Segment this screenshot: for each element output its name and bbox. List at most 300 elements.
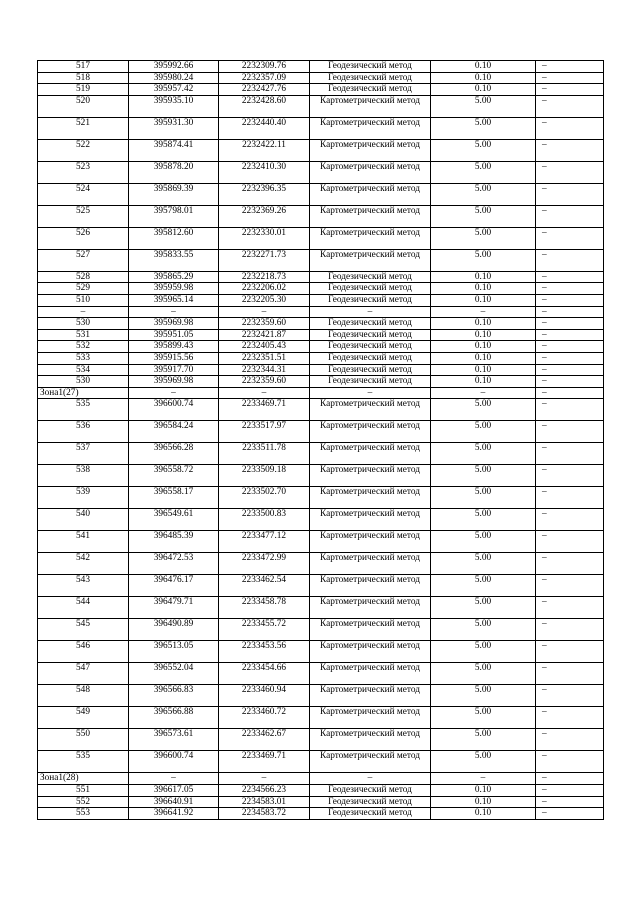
accuracy-cell: 0.10: [431, 364, 536, 376]
x-coordinate-cell: 395931.30: [129, 117, 219, 139]
note-cell: –: [536, 183, 604, 205]
table-row: [38, 61, 604, 73]
point-number-cell: 524: [38, 183, 129, 205]
coordinates-table: [37, 60, 604, 820]
table-row: [38, 465, 604, 487]
point-number-cell: 541: [38, 531, 129, 553]
x-coordinate-cell: 395965.14: [129, 294, 219, 306]
x-coordinate-cell: 395980.24: [129, 72, 219, 84]
y-coordinate-cell: 2234583.01: [219, 796, 310, 808]
note-cell: –: [536, 399, 604, 421]
point-number-cell: 521: [38, 117, 129, 139]
y-coordinate-cell: 2232351.51: [219, 352, 310, 364]
zone-header-row: [38, 773, 604, 785]
x-coordinate-cell: 395917.70: [129, 364, 219, 376]
point-number-cell: 552: [38, 796, 129, 808]
note-cell: –: [536, 685, 604, 707]
x-coordinate-cell: 396490.89: [129, 619, 219, 641]
method-cell: Геодезический метод: [310, 364, 431, 376]
table-row: [38, 443, 604, 465]
accuracy-cell: 5.00: [431, 597, 536, 619]
y-coordinate-cell: 2233472.99: [219, 553, 310, 575]
x-coordinate-cell: 395798.01: [129, 205, 219, 227]
y-coordinate-cell: 2232206.02: [219, 283, 310, 295]
point-number-cell: 532: [38, 341, 129, 353]
y-coordinate-cell: 2233462.67: [219, 729, 310, 751]
x-coordinate-cell: 395959.98: [129, 283, 219, 295]
note-cell: –: [536, 421, 604, 443]
note-cell: –: [536, 773, 604, 785]
x-coordinate-cell: 396617.05: [129, 784, 219, 796]
accuracy-cell: 5.00: [431, 117, 536, 139]
note-cell: –: [536, 808, 604, 820]
point-number-cell: 535: [38, 399, 129, 421]
table-row: [38, 183, 604, 205]
y-coordinate-cell: 2233453.56: [219, 641, 310, 663]
method-cell: Картометрический метод: [310, 575, 431, 597]
x-coordinate-cell: 395874.41: [129, 139, 219, 161]
method-cell: Геодезический метод: [310, 61, 431, 73]
accuracy-cell: 5.00: [431, 161, 536, 183]
accuracy-cell: 0.10: [431, 352, 536, 364]
accuracy-cell: 5.00: [431, 465, 536, 487]
table-row: [38, 796, 604, 808]
y-coordinate-cell: 2234583.72: [219, 808, 310, 820]
y-coordinate-cell: 2232218.73: [219, 271, 310, 283]
method-cell: Картометрический метод: [310, 597, 431, 619]
accuracy-cell: 5.00: [431, 95, 536, 117]
y-coordinate-cell: 2233460.94: [219, 685, 310, 707]
accuracy-cell: –: [431, 773, 536, 785]
note-cell: –: [536, 341, 604, 353]
table-row: [38, 271, 604, 283]
table-row: [38, 553, 604, 575]
table-row: [38, 249, 604, 271]
point-number-cell: 546: [38, 641, 129, 663]
method-cell: Картометрический метод: [310, 205, 431, 227]
note-cell: –: [536, 387, 604, 399]
point-number-cell: 529: [38, 283, 129, 295]
table-row: [38, 294, 604, 306]
method-cell: Геодезический метод: [310, 808, 431, 820]
note-cell: –: [536, 531, 604, 553]
method-cell: Картометрический метод: [310, 183, 431, 205]
point-number-cell: 540: [38, 509, 129, 531]
y-coordinate-cell: 2232309.76: [219, 61, 310, 73]
point-number-cell: 528: [38, 271, 129, 283]
point-number-cell: 510: [38, 294, 129, 306]
point-number-cell: 548: [38, 685, 129, 707]
point-number-cell: 523: [38, 161, 129, 183]
note-cell: –: [536, 376, 604, 388]
method-cell: Картометрический метод: [310, 663, 431, 685]
y-coordinate-cell: 2233455.72: [219, 619, 310, 641]
note-cell: –: [536, 227, 604, 249]
accuracy-cell: 0.10: [431, 341, 536, 353]
y-coordinate-cell: 2233469.71: [219, 399, 310, 421]
accuracy-cell: 5.00: [431, 553, 536, 575]
accuracy-cell: 5.00: [431, 205, 536, 227]
y-coordinate-cell: 2232271.73: [219, 249, 310, 271]
accuracy-cell: –: [431, 306, 536, 318]
accuracy-cell: 0.10: [431, 294, 536, 306]
accuracy-cell: 0.10: [431, 72, 536, 84]
method-cell: Геодезический метод: [310, 329, 431, 341]
x-coordinate-cell: 396600.74: [129, 399, 219, 421]
x-coordinate-cell: 396566.83: [129, 685, 219, 707]
table-row: [38, 531, 604, 553]
table-row: [38, 161, 604, 183]
point-number-cell: 526: [38, 227, 129, 249]
y-coordinate-cell: 2233511.78: [219, 443, 310, 465]
point-number-cell: 545: [38, 619, 129, 641]
note-cell: –: [536, 306, 604, 318]
accuracy-cell: 0.10: [431, 784, 536, 796]
note-cell: –: [536, 553, 604, 575]
zone-header-row: [38, 387, 604, 399]
x-coordinate-cell: 396584.24: [129, 421, 219, 443]
table-row: [38, 707, 604, 729]
method-cell: Геодезический метод: [310, 271, 431, 283]
point-number-cell: Зона1(27): [38, 387, 129, 399]
method-cell: Картометрический метод: [310, 685, 431, 707]
note-cell: –: [536, 364, 604, 376]
point-number-cell: 519: [38, 84, 129, 96]
x-coordinate-cell: 395812.60: [129, 227, 219, 249]
table-row: [38, 729, 604, 751]
x-coordinate-cell: 396600.74: [129, 751, 219, 773]
method-cell: Геодезический метод: [310, 72, 431, 84]
note-cell: –: [536, 663, 604, 685]
y-coordinate-cell: 2233509.18: [219, 465, 310, 487]
y-coordinate-cell: 2232359.60: [219, 318, 310, 330]
x-coordinate-cell: 396640.91: [129, 796, 219, 808]
accuracy-cell: 5.00: [431, 443, 536, 465]
point-number-cell: 517: [38, 61, 129, 73]
method-cell: Геодезический метод: [310, 294, 431, 306]
method-cell: Геодезический метод: [310, 283, 431, 295]
method-cell: Картометрический метод: [310, 553, 431, 575]
table-row: [38, 399, 604, 421]
point-number-cell: 549: [38, 707, 129, 729]
accuracy-cell: 5.00: [431, 729, 536, 751]
point-number-cell: Зона1(28): [38, 773, 129, 785]
point-number-cell: 534: [38, 364, 129, 376]
method-cell: Геодезический метод: [310, 352, 431, 364]
note-cell: –: [536, 249, 604, 271]
table-row: [38, 751, 604, 773]
table-row: [38, 352, 604, 364]
y-coordinate-cell: –: [219, 387, 310, 399]
table-row: [38, 663, 604, 685]
note-cell: –: [536, 318, 604, 330]
y-coordinate-cell: 2233502.70: [219, 487, 310, 509]
method-cell: Картометрический метод: [310, 443, 431, 465]
accuracy-cell: 0.10: [431, 796, 536, 808]
point-number-cell: –: [38, 306, 129, 318]
table-row: [38, 364, 604, 376]
accuracy-cell: 0.10: [431, 271, 536, 283]
x-coordinate-cell: –: [129, 773, 219, 785]
y-coordinate-cell: 2232410.30: [219, 161, 310, 183]
table-row: [38, 84, 604, 96]
x-coordinate-cell: –: [129, 306, 219, 318]
note-cell: –: [536, 95, 604, 117]
x-coordinate-cell: 396558.17: [129, 487, 219, 509]
x-coordinate-cell: 396485.39: [129, 531, 219, 553]
x-coordinate-cell: 396476.17: [129, 575, 219, 597]
point-number-cell: 550: [38, 729, 129, 751]
x-coordinate-cell: 395935.10: [129, 95, 219, 117]
method-cell: Картометрический метод: [310, 421, 431, 443]
accuracy-cell: 5.00: [431, 249, 536, 271]
table-row: [38, 283, 604, 295]
point-number-cell: 551: [38, 784, 129, 796]
point-number-cell: 530: [38, 318, 129, 330]
method-cell: –: [310, 387, 431, 399]
x-coordinate-cell: 395899.43: [129, 341, 219, 353]
point-number-cell: 535: [38, 751, 129, 773]
note-cell: –: [536, 271, 604, 283]
note-cell: –: [536, 117, 604, 139]
note-cell: –: [536, 61, 604, 73]
accuracy-cell: 5.00: [431, 641, 536, 663]
note-cell: –: [536, 729, 604, 751]
table-row: [38, 421, 604, 443]
y-coordinate-cell: 2232428.60: [219, 95, 310, 117]
y-coordinate-cell: 2232205.30: [219, 294, 310, 306]
note-cell: –: [536, 139, 604, 161]
note-cell: –: [536, 205, 604, 227]
table-row: [38, 95, 604, 117]
note-cell: –: [536, 329, 604, 341]
note-cell: –: [536, 443, 604, 465]
y-coordinate-cell: 2232440.40: [219, 117, 310, 139]
x-coordinate-cell: 395951.05: [129, 329, 219, 341]
note-cell: –: [536, 707, 604, 729]
note-cell: –: [536, 487, 604, 509]
method-cell: Геодезический метод: [310, 376, 431, 388]
method-cell: Картометрический метод: [310, 729, 431, 751]
y-coordinate-cell: –: [219, 773, 310, 785]
table-row: [38, 619, 604, 641]
accuracy-cell: 5.00: [431, 531, 536, 553]
x-coordinate-cell: 396552.04: [129, 663, 219, 685]
y-coordinate-cell: 2232369.26: [219, 205, 310, 227]
y-coordinate-cell: 2232357.09: [219, 72, 310, 84]
method-cell: Картометрический метод: [310, 509, 431, 531]
y-coordinate-cell: 2232405.43: [219, 341, 310, 353]
method-cell: –: [310, 773, 431, 785]
method-cell: Картометрический метод: [310, 161, 431, 183]
note-cell: –: [536, 283, 604, 295]
method-cell: Картометрический метод: [310, 531, 431, 553]
note-cell: –: [536, 294, 604, 306]
table-row: [38, 227, 604, 249]
x-coordinate-cell: 396558.72: [129, 465, 219, 487]
method-cell: Картометрический метод: [310, 399, 431, 421]
note-cell: –: [536, 84, 604, 96]
table-row: [38, 72, 604, 84]
table-row: [38, 597, 604, 619]
method-cell: –: [310, 306, 431, 318]
method-cell: Картометрический метод: [310, 117, 431, 139]
y-coordinate-cell: 2233462.54: [219, 575, 310, 597]
point-number-cell: 538: [38, 465, 129, 487]
table-row: [38, 139, 604, 161]
note-cell: –: [536, 784, 604, 796]
point-number-cell: 530: [38, 376, 129, 388]
point-number-cell: 527: [38, 249, 129, 271]
accuracy-cell: 5.00: [431, 227, 536, 249]
y-coordinate-cell: 2233517.97: [219, 421, 310, 443]
y-coordinate-cell: 2233477.12: [219, 531, 310, 553]
method-cell: Геодезический метод: [310, 341, 431, 353]
point-number-cell: 537: [38, 443, 129, 465]
point-number-cell: 533: [38, 352, 129, 364]
table-row: [38, 341, 604, 353]
x-coordinate-cell: 395865.29: [129, 271, 219, 283]
y-coordinate-cell: 2233460.72: [219, 707, 310, 729]
y-coordinate-cell: 2233454.66: [219, 663, 310, 685]
accuracy-cell: 5.00: [431, 421, 536, 443]
y-coordinate-cell: 2232427.76: [219, 84, 310, 96]
x-coordinate-cell: 396513.05: [129, 641, 219, 663]
note-cell: –: [536, 161, 604, 183]
coordinates-table-body: [38, 61, 604, 820]
x-coordinate-cell: 395878.20: [129, 161, 219, 183]
x-coordinate-cell: 396549.61: [129, 509, 219, 531]
point-number-cell: 531: [38, 329, 129, 341]
x-coordinate-cell: 396566.28: [129, 443, 219, 465]
accuracy-cell: 5.00: [431, 685, 536, 707]
accuracy-cell: 0.10: [431, 318, 536, 330]
note-cell: –: [536, 641, 604, 663]
point-number-cell: 553: [38, 808, 129, 820]
x-coordinate-cell: 395869.39: [129, 183, 219, 205]
x-coordinate-cell: 395915.56: [129, 352, 219, 364]
y-coordinate-cell: 2232359.60: [219, 376, 310, 388]
point-number-cell: 518: [38, 72, 129, 84]
x-coordinate-cell: 395969.98: [129, 318, 219, 330]
note-cell: –: [536, 465, 604, 487]
accuracy-cell: 5.00: [431, 183, 536, 205]
method-cell: Картометрический метод: [310, 227, 431, 249]
method-cell: Картометрический метод: [310, 751, 431, 773]
table-row: [38, 784, 604, 796]
accuracy-cell: 0.10: [431, 61, 536, 73]
table-row: [38, 376, 604, 388]
accuracy-cell: 5.00: [431, 139, 536, 161]
accuracy-cell: 5.00: [431, 663, 536, 685]
x-coordinate-cell: 396573.61: [129, 729, 219, 751]
note-cell: –: [536, 352, 604, 364]
point-number-cell: 547: [38, 663, 129, 685]
y-coordinate-cell: –: [219, 306, 310, 318]
y-coordinate-cell: 2233458.78: [219, 597, 310, 619]
method-cell: Картометрический метод: [310, 487, 431, 509]
method-cell: Картометрический метод: [310, 249, 431, 271]
x-coordinate-cell: 396641.92: [129, 808, 219, 820]
table-row: [38, 329, 604, 341]
method-cell: Картометрический метод: [310, 465, 431, 487]
method-cell: Картометрический метод: [310, 95, 431, 117]
table-row: [38, 808, 604, 820]
method-cell: Геодезический метод: [310, 84, 431, 96]
table-row: [38, 575, 604, 597]
accuracy-cell: 0.10: [431, 329, 536, 341]
accuracy-cell: 5.00: [431, 575, 536, 597]
method-cell: Геодезический метод: [310, 796, 431, 808]
point-number-cell: 544: [38, 597, 129, 619]
accuracy-cell: –: [431, 387, 536, 399]
point-number-cell: 542: [38, 553, 129, 575]
x-coordinate-cell: –: [129, 387, 219, 399]
point-number-cell: 522: [38, 139, 129, 161]
table-row: [38, 205, 604, 227]
table-row: [38, 641, 604, 663]
x-coordinate-cell: 395969.98: [129, 376, 219, 388]
y-coordinate-cell: 2232396.35: [219, 183, 310, 205]
accuracy-cell: 0.10: [431, 283, 536, 295]
accuracy-cell: 5.00: [431, 487, 536, 509]
accuracy-cell: 5.00: [431, 509, 536, 531]
accuracy-cell: 5.00: [431, 751, 536, 773]
method-cell: Геодезический метод: [310, 784, 431, 796]
accuracy-cell: 5.00: [431, 619, 536, 641]
note-cell: –: [536, 796, 604, 808]
y-coordinate-cell: 2233500.83: [219, 509, 310, 531]
table-row: [38, 685, 604, 707]
note-cell: –: [536, 619, 604, 641]
y-coordinate-cell: 2232422.11: [219, 139, 310, 161]
accuracy-cell: 0.10: [431, 84, 536, 96]
point-number-cell: 525: [38, 205, 129, 227]
y-coordinate-cell: 2232330.01: [219, 227, 310, 249]
point-number-cell: 539: [38, 487, 129, 509]
y-coordinate-cell: 2232421.87: [219, 329, 310, 341]
table-row: [38, 306, 604, 318]
point-number-cell: 543: [38, 575, 129, 597]
accuracy-cell: 0.10: [431, 808, 536, 820]
method-cell: Картометрический метод: [310, 641, 431, 663]
accuracy-cell: 5.00: [431, 707, 536, 729]
x-coordinate-cell: 396566.88: [129, 707, 219, 729]
point-number-cell: 520: [38, 95, 129, 117]
y-coordinate-cell: 2234566.23: [219, 784, 310, 796]
y-coordinate-cell: 2232344.31: [219, 364, 310, 376]
point-number-cell: 536: [38, 421, 129, 443]
x-coordinate-cell: 395833.55: [129, 249, 219, 271]
method-cell: Геодезический метод: [310, 318, 431, 330]
note-cell: –: [536, 509, 604, 531]
note-cell: –: [536, 72, 604, 84]
table-row: [38, 117, 604, 139]
x-coordinate-cell: 396479.71: [129, 597, 219, 619]
table-row: [38, 509, 604, 531]
table-row: [38, 487, 604, 509]
x-coordinate-cell: 396472.53: [129, 553, 219, 575]
method-cell: Картометрический метод: [310, 707, 431, 729]
method-cell: Картометрический метод: [310, 139, 431, 161]
accuracy-cell: 0.10: [431, 376, 536, 388]
x-coordinate-cell: 395957.42: [129, 84, 219, 96]
note-cell: –: [536, 575, 604, 597]
note-cell: –: [536, 751, 604, 773]
x-coordinate-cell: 395992.66: [129, 61, 219, 73]
note-cell: –: [536, 597, 604, 619]
method-cell: Картометрический метод: [310, 619, 431, 641]
